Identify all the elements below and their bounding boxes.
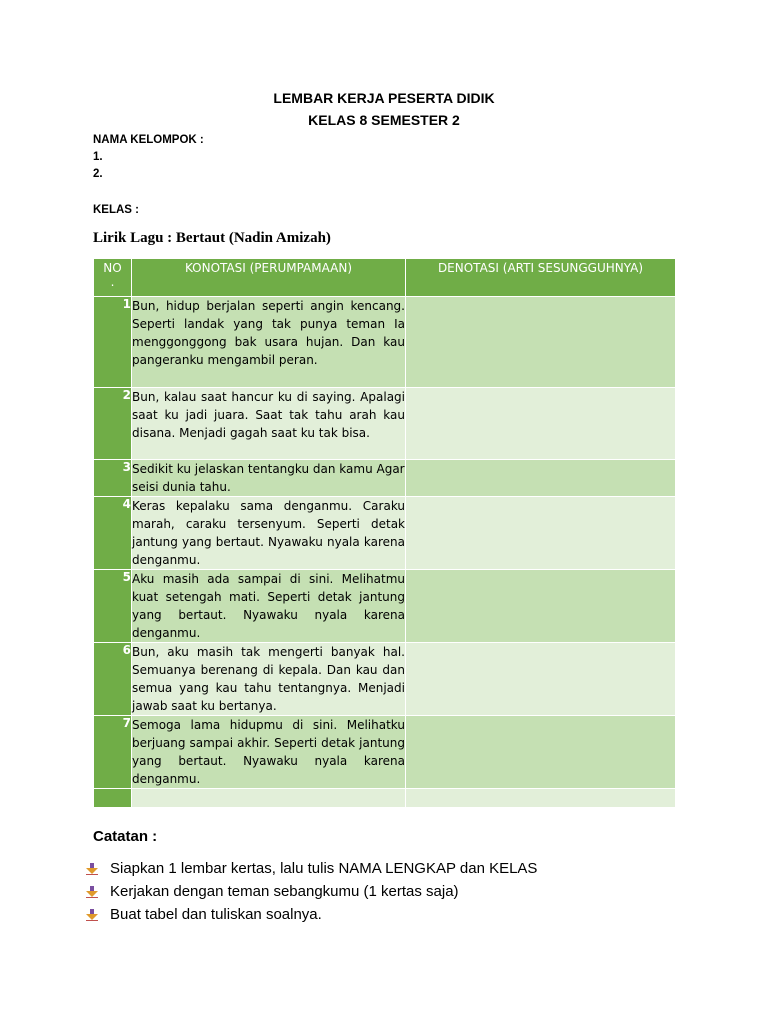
worksheet-table (93, 258, 676, 808)
member-1-label: 1. (93, 151, 103, 163)
table-row (94, 388, 676, 460)
list-item (86, 880, 537, 903)
kelas-label: KELAS : (93, 204, 139, 216)
table-row (94, 497, 676, 570)
list-item (86, 857, 537, 880)
header-denotasi: DENOTASI (ARTI SESUNGGUHNYA) (406, 259, 676, 297)
nama-kelompok-label: NAMA KELOMPOK : (93, 134, 204, 146)
konotasi-cell: Bun, hidup berjalan seperti angin kencang. Seperti landak yang tak punya teman Ia menggonggong bak usara hujan. Dan kau pangeranku mengambil peran. (132, 297, 406, 388)
denotasi-cell[interactable] (406, 297, 676, 388)
denotasi-cell[interactable] (406, 716, 676, 789)
konotasi-cell: Bun, aku masih tak mengerti banyak hal. Semuanya berenang di kepala. Dan kau dan semua yang kau tahu tentangnya. Menjadi jawab saat ku bertanya. (132, 643, 406, 716)
konotasi-cell: Aku masih ada sampai di sini. Melihatmu kuat setengah mati. Seperti detak jantung yang bertaut. Nyawaku nyala karena denganmu. (132, 570, 406, 643)
denotasi-cell[interactable] (406, 497, 676, 570)
header-no: NO . (94, 259, 132, 297)
page-title: LEMBAR KERJA PESERTA DIDIK (273, 90, 495, 106)
table-row (94, 643, 676, 716)
note-text: Siapkan 1 lembar kertas, lalu tulis NAMA LENGKAP dan KELAS (110, 860, 538, 877)
page-subtitle: KELAS 8 SEMESTER 2 (308, 112, 460, 128)
konotasi-cell: Keras kepalaku sama denganmu. Caraku marah, caraku tersenyum. Seperti detak jantung yang bertaut. Nyawaku nyala karena denganmu. (132, 497, 406, 570)
row-number: 7 (94, 716, 132, 789)
table-row (94, 297, 676, 388)
arrow-bullet-icon (86, 863, 98, 875)
row-number: 3 (94, 460, 132, 497)
denotasi-cell[interactable] (406, 643, 676, 716)
row-number: 5 (94, 570, 132, 643)
lirik-title: Lirik Lagu : Bertaut (Nadin Amizah) (93, 230, 331, 246)
denotasi-cell[interactable] (406, 789, 676, 808)
note-text: Buat tabel dan tuliskan soalnya. (110, 906, 322, 923)
arrow-bullet-icon (86, 886, 98, 898)
denotasi-cell[interactable] (406, 388, 676, 460)
row-number (94, 789, 132, 808)
note-text: Kerjakan dengan teman sebangkumu (1 kertas saja) (110, 883, 459, 900)
denotasi-cell[interactable] (406, 570, 676, 643)
table-row (94, 460, 676, 497)
table-row (94, 716, 676, 789)
table-header-row (94, 259, 676, 297)
row-number: 4 (94, 497, 132, 570)
table-row (94, 789, 676, 808)
header-konotasi: KONOTASI (PERUMPAMAAN) (132, 259, 406, 297)
table-row (94, 570, 676, 643)
konotasi-cell[interactable] (132, 789, 406, 808)
konotasi-cell: Semoga lama hidupmu di sini. Melihatku berjuang sampai akhir. Seperti detak jantung yang bertaut. Nyawaku nyala karena denganmu. (132, 716, 406, 789)
catatan-list (86, 857, 537, 926)
row-number: 1 (94, 297, 132, 388)
row-number: 6 (94, 643, 132, 716)
konotasi-cell: Bun, kalau saat hancur ku di saying. Apalagi saat ku jadi juara. Saat tak tahu arah kau disana. Menjadi gagah saat ku tak bisa. (132, 388, 406, 460)
member-2-label: 2. (93, 168, 103, 180)
list-item (86, 903, 537, 926)
konotasi-cell: Sedikit ku jelaskan tentangku dan kamu Agar seisi dunia tahu. (132, 460, 406, 497)
row-number: 2 (94, 388, 132, 460)
catatan-label: Catatan : (93, 828, 158, 845)
denotasi-cell[interactable] (406, 460, 676, 497)
arrow-bullet-icon (86, 909, 98, 921)
